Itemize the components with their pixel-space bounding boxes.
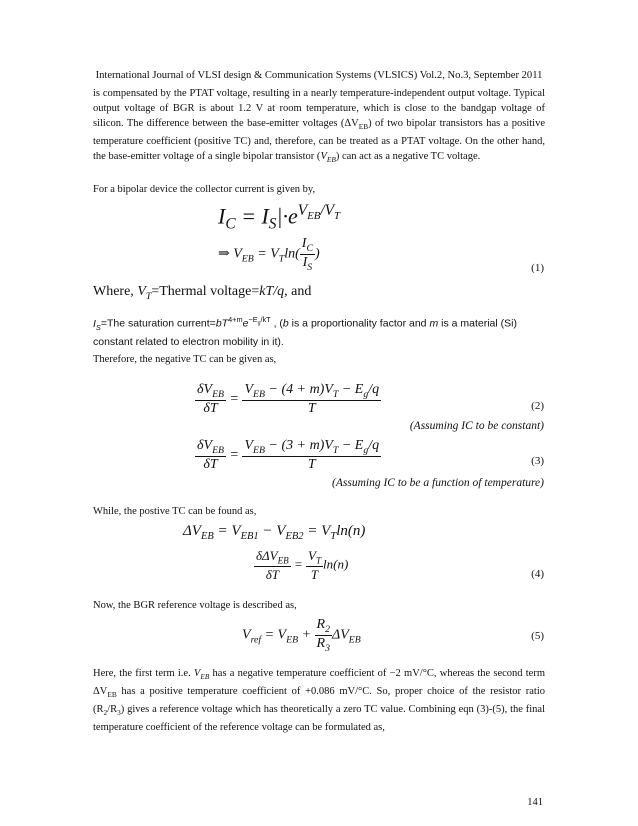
equation-4-number: (4) xyxy=(531,568,544,580)
equation-4b: $\frac{\delta\Delta V_{EB}}{\delta T}$ = $\frac{V_T}{T}$ ln(n) xyxy=(256,548,349,582)
equation-5-number: (5) xyxy=(531,630,544,642)
paragraph-negative-tc: Therefore, the negative TC can be given as, xyxy=(93,354,277,365)
equation-5: $V_{ref} = V_{EB}$ + $\frac{R_2}{R_3}$ $\Delta V_{EB}$ xyxy=(242,617,361,654)
equation-2: $\frac{\delta V_{EB}}{\delta T}$ = $\frac{V_{EB} - (4 + m)V_T - E_g/q}{T}$ xyxy=(197,382,380,416)
paragraph-bgr-voltage: Now, the BGR reference voltage is described as, xyxy=(93,600,297,611)
equation-2-note: (Assuming IC to be constant) xyxy=(409,420,544,432)
paragraph-positive-tc: While, the postive TC can be found as, xyxy=(93,506,257,517)
journal-header: International Journal of VLSI design & Communication Systems (VLSICS) Vol.2, No.3, September 2011 xyxy=(95,70,543,81)
equation-2-number: (2) xyxy=(531,400,544,412)
paragraph-intro: is compensated by the PTAT voltage, resulting in a nearly temperature-independent output voltage. Typical output voltage of BGR is about 1.2 V at room temperature, which is close to the bandgap voltage of silicon. The difference between the base-emitter voltages $(\Delta V_{EB})$ of two bipolar transistors has a positive temperature coefficient (positive TC) and, therefore, can be treated as a PTAT voltage. On the other hand, the base-emitter voltage of a single bipolar transistor $(V_{EB})$ can act as a negative TC voltage. xyxy=(93,88,545,165)
equation-1-number: (1) xyxy=(531,262,544,274)
equation-3-note: (Assuming IC to be a function of temperature) xyxy=(332,477,544,489)
thermal-voltage-definition: Where, $V_T=Thermal$ voltage=kT/q, and xyxy=(93,284,312,302)
equation-1b: ⇒ $V_{EB} = V_T\ln$( $\frac{I_C}{I_S}$ ) xyxy=(218,236,320,273)
equation-4a: $\Delta V_{EB} = V_{EB1} - V_{EB2} = V_T\ln(n)$ xyxy=(183,523,366,542)
paragraph-collector: For a bipolar device the collector current is given by, xyxy=(93,184,316,195)
paragraph-temperature-coefficient: Here, the first term i.e. $V_{EB}$ has a negative temperature coefficient of −2 mV/°C, whereas the second term $\Delta V_{EB}$ has a positive temperature coefficient of +0.086 mV/°C. So, proper choice of the resistor ratio $(R_2/R_3)$ gives a reference voltage which has theoretically a zero TC value. Combining eqn (3)-(5), the final temperature coefficient of the reference voltage can be formulated as, xyxy=(93,668,546,734)
equation-3: $\frac{\delta V_{EB}}{\delta T}$ = $\frac{V_{EB} - (3 + m)V_T - E_g/q}{T}$ xyxy=(197,438,380,472)
page-number: 141 xyxy=(527,797,543,808)
equation-1a: $I_C = I_S|\cdot e^{V_{EB}/V_T}$ xyxy=(218,202,341,233)
saturation-current-definition: $I_S=The$ saturation $current=bT^{4+m}e^{-E_g/kT}$ , (b is a proportionality factor and m is a material (Si) constant related to electron mobility in it). xyxy=(93,315,517,348)
equation-3-number: (3) xyxy=(531,455,544,467)
